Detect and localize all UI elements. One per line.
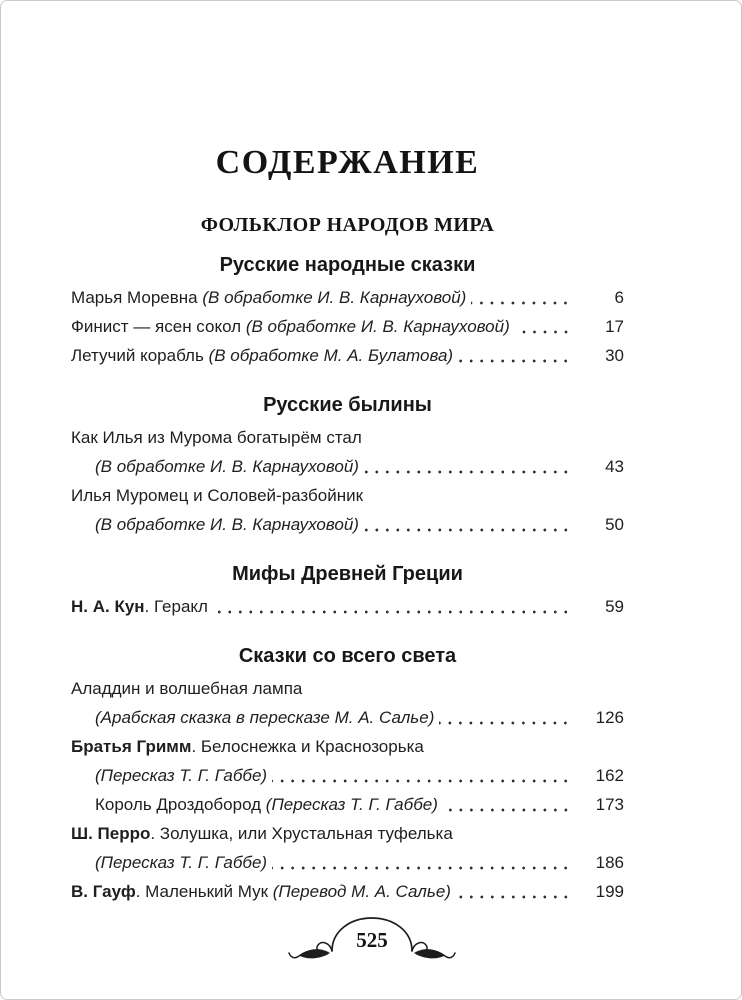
dot-leader (471, 283, 571, 312)
toc-entry-line (71, 452, 624, 481)
toc-entry-line (71, 703, 624, 732)
toc-entry-line (71, 312, 624, 341)
toc-entry-line (71, 283, 624, 312)
toc-entry (71, 877, 624, 906)
entry-page-number: 50 (605, 515, 624, 534)
entry-page-number: 199 (595, 882, 624, 901)
entry-page-number: 6 (614, 288, 624, 307)
toc-entry-line (71, 732, 624, 761)
toc-entry (71, 674, 624, 732)
entry-text: Летучий корабль (В обработке М. А. Булатова) (71, 346, 454, 365)
toc-entry (71, 312, 624, 341)
entry-text: Аладдин и волшебная лампа (71, 679, 303, 698)
dot-leader (458, 341, 571, 370)
toc-entry (71, 341, 624, 370)
entry-text: Марья Моревна (В обработке И. В. Карнауховой) (71, 288, 467, 307)
toc-entry-line (71, 877, 624, 906)
toc-entry-line (71, 848, 624, 877)
dot-leader (272, 848, 571, 877)
part-heading: ФОЛЬКЛОР НАРОДОВ МИРА (200, 214, 495, 236)
dot-leader (364, 452, 571, 481)
entry-page-number: 173 (595, 795, 624, 814)
toc-entry (71, 790, 624, 819)
toc-entry-line (71, 674, 624, 703)
entry-text: (Пересказ Т. Г. Габбе) (95, 853, 268, 872)
entry-page-number: 17 (605, 317, 624, 336)
dot-leader (364, 510, 571, 539)
dot-leader (272, 761, 571, 790)
dot-leader (443, 790, 571, 819)
entry-text: Финист — ясен сокол (В обработке И. В. Карнауховой) (71, 317, 510, 336)
entry-text: Король Дроздобород (Пересказ Т. Г. Габбе) (95, 795, 438, 814)
toc-entry (71, 819, 624, 877)
toc-entry-line (71, 790, 624, 819)
toc-section-3 (71, 563, 624, 621)
toc-entry-line (71, 510, 624, 539)
toc-entry-line (71, 481, 624, 510)
entry-page-number: 30 (605, 346, 624, 365)
entry-text: В. Гауф. Маленький Мук (Перевод М. А. Салье) (71, 882, 451, 901)
entry-page-number: 43 (605, 457, 624, 476)
entry-text: (Пересказ Т. Г. Габбе) (95, 766, 268, 785)
entry-page-number: 186 (595, 853, 624, 872)
toc-section-4 (71, 645, 624, 906)
dot-leader (213, 592, 571, 621)
toc-section-2 (71, 394, 624, 539)
page-title: СОДЕРЖАНИЕ (215, 144, 480, 181)
section-heading: Мифы Древней Греции (232, 563, 463, 585)
entry-text: Как Илья из Мурома богатырём стал (71, 428, 362, 447)
dot-leader (515, 312, 571, 341)
toc-content (71, 144, 624, 906)
entry-text: (В обработке И. В. Карнауховой) (95, 457, 359, 476)
page-footer (1, 909, 742, 967)
entry-text: Н. А. Кун. Геракл (71, 597, 208, 616)
toc-entry (71, 732, 624, 790)
toc-entry (71, 283, 624, 312)
toc-section-1 (71, 254, 624, 370)
dot-leader (456, 877, 571, 906)
toc-entry (71, 481, 624, 539)
entry-text: (В обработке И. В. Карнауховой) (95, 515, 359, 534)
toc-entry (71, 423, 624, 481)
entry-page-number: 162 (595, 766, 624, 785)
section-heading: Русские былины (263, 394, 432, 416)
entry-text: Илья Муромец и Соловей-разбойник (71, 486, 364, 505)
toc-entry-line (71, 761, 624, 790)
toc-entry-line (71, 341, 624, 370)
toc-entry-line (71, 592, 624, 621)
toc-sections (71, 254, 624, 906)
section-heading: Русские народные сказки (219, 254, 476, 276)
toc-entry-line (71, 819, 624, 848)
dot-leader (439, 703, 571, 732)
entry-page-number: 126 (595, 708, 624, 727)
footer-page-number: 525 (356, 928, 388, 952)
toc-entry (71, 592, 624, 621)
section-heading: Сказки со всего света (238, 645, 457, 667)
entry-text: Ш. Перро. Золушка, или Хрустальная туфелька (71, 824, 453, 843)
entry-text: Братья Гримм. Белоснежка и Краснозорька (71, 737, 424, 756)
entry-page-number: 59 (605, 597, 624, 616)
toc-entry-line (71, 423, 624, 452)
entry-text: (Арабская сказка в пересказе М. А. Салье) (95, 708, 435, 727)
